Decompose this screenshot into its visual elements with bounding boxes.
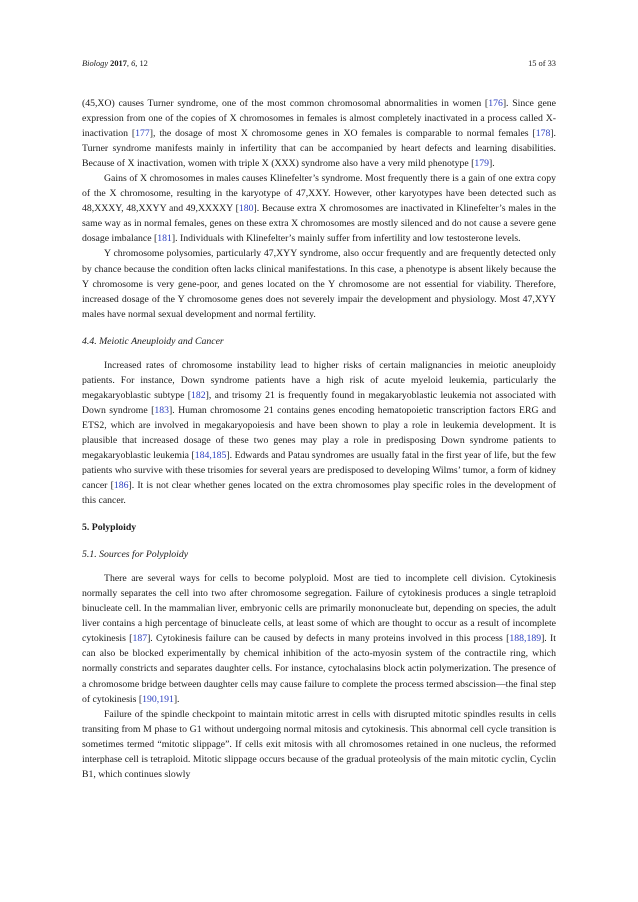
- citation-link[interactable]: 188,189: [509, 633, 542, 645]
- citation-link[interactable]: 180: [238, 203, 254, 215]
- citation-link[interactable]: 178: [535, 128, 551, 140]
- paragraph-y-polysomy: Y chromosome polysomies, particularly 47,XYY syndrome, also occur frequently and are frequently detected only by chance because the condition often lacks clinical manifestations. In this case, a phenotype is absent likely because the Y chromosome is very gene-poor, and genes located on the Y chromosome are not essential for viability. Therefore, increased dosage of the Y chromosome genes does not severely impair the development and physiology. Most 47,XYY males have normal sexual development and normal fertility.: [82, 248, 556, 320]
- paragraph-spindle-checkpoint: Failure of the spindle checkpoint to maintain mitotic arrest in cells with disrupted mitotic spindles results in cells transiting from M phase to G1 without undergoing normal mitosis and cytokinesis. This abnormal cell cycle transition is sometimes termed “mitotic slippage”. If cells exit mitosis with all chromosomes retained in one nucleus, the reformed interphase cell is tetraploid. Mitotic slippage occurs because of the gradual proteolysis of the main mitotic cyclin, Cyclin B1, which continues slowly: [82, 708, 556, 780]
- subsection-heading-5-1: 5.1. Sources for Polyploidy: [82, 549, 189, 561]
- citation-link[interactable]: 181: [157, 233, 172, 245]
- citation-link[interactable]: 176: [488, 98, 503, 109]
- citation-link[interactable]: 186: [113, 480, 129, 492]
- citation-link[interactable]: 184,185: [194, 449, 227, 461]
- page-number: 15 of 33: [528, 59, 556, 68]
- citation-link[interactable]: 187: [132, 633, 148, 645]
- citation-link[interactable]: 177: [135, 128, 150, 140]
- paragraph-klinefelter: Gains of X chromosomes in males causes Klinefelter’s syndrome. Most frequently there is a gain of one extra copy of the X chromosome, resulting in the karyotype of 47,XXY. However, other karyotypes have been detected such as 48,XXXY, 48,XXYY and 49,XXXXY [180]. Because extra X chromosomes are inactivated in Klinefelter’s males in the same way as in normal females, genes on these extra X chromosomes are mostly silenced and do not cause a severe gene dosage imbalance [181]. Individuals with Klinefelter’s mainly suffer from infertility and low testosterone levels.: [82, 173, 556, 245]
- journal-year: 2017: [110, 59, 127, 68]
- paragraph-polyploidy-sources: There are several ways for cells to become polyploid. Most are tied to incomplete cell division. Cytokinesis normally separates the cell into two after chromosome segregation. Failure of cytokinesis produces a single tetraploid binucleate cell. In the mammalian liver, embryonic cells are primarily mononucleate but, depending on species, the adult liver contains a high percentage of binucleate cells, at least some of which are thought to occur as a result of incomplete cytokinesis [187]. Cytokinesis failure can be caused by defects in many proteins involved in this process [188,189]. It can also be blocked experimentally by chemical inhibition of the acto-myosin system of the contractile ring, which normally constricts and separates daughter cells. For instance, cytochalasins block actin polymerization. The presence of a chromosome bridge between daughter cells may cause failure to complete the process termed abscission—the final step of cytokinesis [190,191].: [82, 573, 557, 705]
- article-number: 12: [139, 59, 148, 68]
- page-header: [82, 59, 556, 71]
- journal-volume: 6: [131, 59, 136, 68]
- paragraph-turner: (45,XO) causes Turner syndrome, one of the most common chromosomal abnormalities in women [176]. Since gene expression from one of the copies of X chromosomes in females is almost completely inactivated in a process called X-inactivation [177], the dosage of most X chromosome genes in XO females is comparable to normal females [178]. Turner syndrome manifests mainly in infertility that can be accompanied by heart defects and learning disabilities. Because of X inactivation, women with triple X (XXX) syndrome also have a very mild phenotype [179].: [82, 98, 556, 170]
- article-body: [82, 96, 556, 782]
- section-heading-5: 5. Polyploidy: [82, 522, 137, 534]
- paragraph-aneuploidy-cancer: Increased rates of chromosome instability lead to higher risks of certain malignancies in meiotic aneuploidy patients. For instance, Down syndrome patients have a high risk of acute myeloid leukemia, particularly the megakaryoblastic subtype [182], and trisomy 21 is frequently found in megakaryoblastic leukemia not associated with Down syndrome [183]. Human chromosome 21 contains genes encoding hematopoietic transcription factors ERG and ETS2, which are involved in megakaryopoiesis and have been shown to play a role in leukemia development. It is plausible that increased dosage of these two genes may play a role in predisposing Down syndrome patients to megakaryoblastic leukemia [184,185]. Edwards and Patau syndromes are usually fatal in the first year of life, but the few patients who survive with these trisomies for several years are predisposed to developing Wilms’ tumor, a form of kidney cancer [186]. It is not clear whether genes located on the extra chromosomes play specific roles in the development of this cancer.: [82, 359, 557, 507]
- citation-link[interactable]: 179: [474, 158, 489, 170]
- citation-link[interactable]: 183: [154, 404, 169, 416]
- subsection-heading-4-4: 4.4. Meiotic Aneuploidy and Cancer: [82, 335, 224, 347]
- citation-link[interactable]: 182: [190, 389, 206, 401]
- citation-link[interactable]: 190,191: [142, 693, 174, 705]
- journal-name: Biology: [82, 59, 109, 68]
- journal-citation: Biology 2017, 6, 12: [82, 59, 148, 68]
